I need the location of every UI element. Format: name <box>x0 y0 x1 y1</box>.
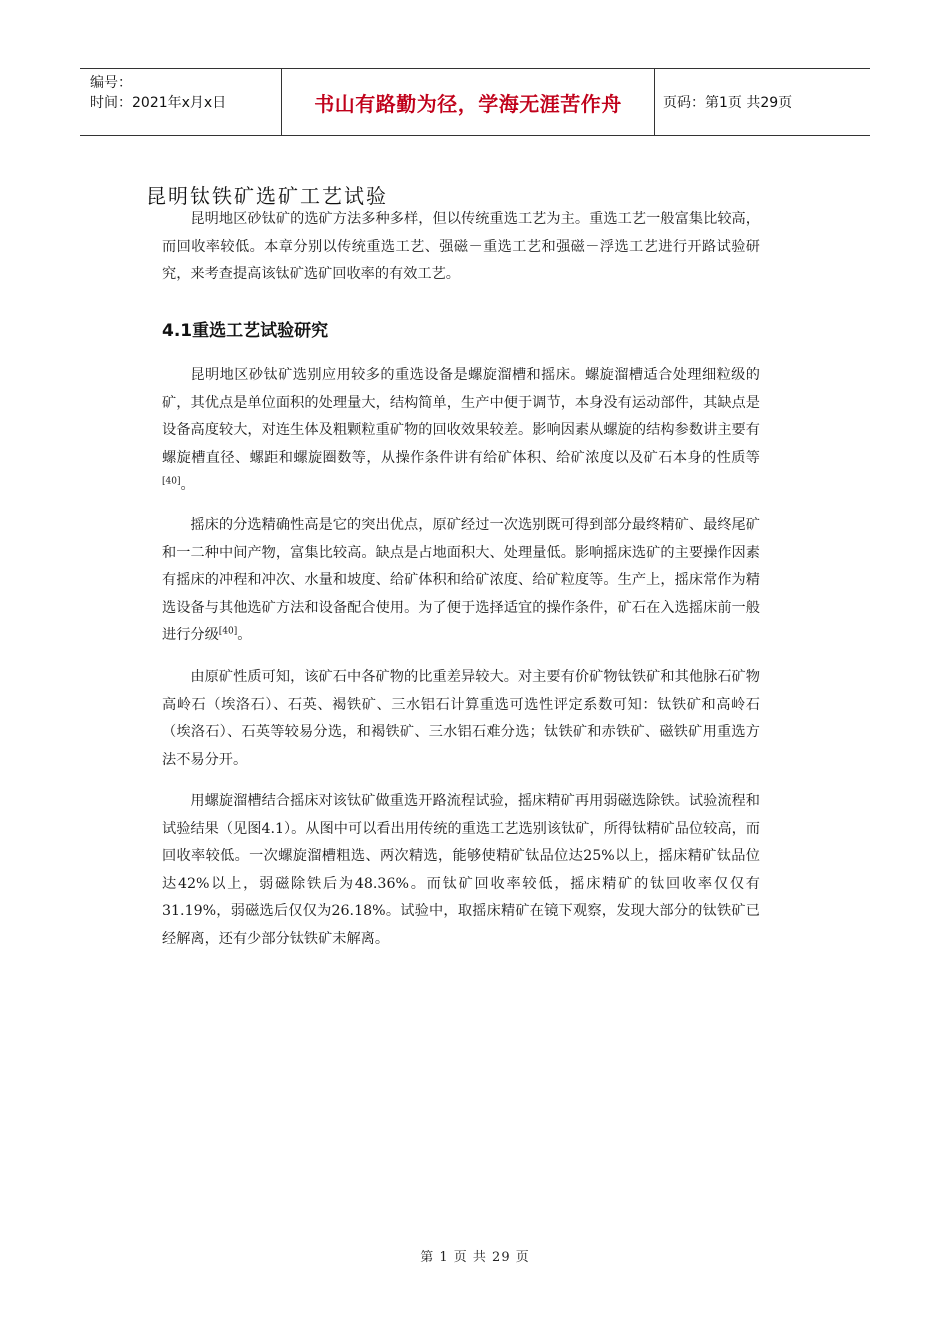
header-motto: 书山有路勤为径，学海无涯苦作舟 <box>281 69 655 135</box>
document-title: 昆明钛铁矿选矿工艺试验 <box>146 184 388 208</box>
page-footer: 第 1 页 共 29 页 <box>420 1250 530 1265</box>
paragraph-4: 用螺旋溜槽结合摇床对该钛矿做重选开路流程试验，摇床精矿再用弱磁选除铁。试验流程和试验结果（见图4.1）。从图中可以看出用传统的重选工艺选别该钛矿，所得钛精矿品位较高，而回收率较低。一次螺旋溜槽粗选、两次精选，能够使精矿钛品位达25%以上，摇床精矿钛品位达42%以上，弱磁除铁后为48.36%。而钛矿回收率较低，摇床精矿的钛回收率仅仅有31.19%，弱磁选后仅仅为26.18%。试验中，取摇床精矿在镜下观察，发现大部分的钛铁矿已经解离，还有少部分钛铁矿未解离。 <box>162 793 760 947</box>
header-number-label: 编号： <box>90 75 132 91</box>
header-date: 时间：2021年x月x日 <box>90 95 227 111</box>
intro-paragraph: 昆明地区砂钛矿的选矿方法多种多样，但以传统重选工艺为主。重选工艺一般富集比较高，而回收率较低。本章分别以传统重选工艺、强磁－重选工艺和强磁－浮选工艺进行开路试验研究，来考查提高该钛矿选矿回收率的有效工艺。 <box>162 211 760 282</box>
paragraph-1 <box>162 362 760 500</box>
paragraph-2-text: 摇床的分选精确性高是它的突出优点，原矿经过一次选别既可得到部分最终精矿、最终尾矿和一二种中间产物，富集比较高。缺点是占地面积大、处理量低。影响摇床选矿的主要操作因素有摇床的冲程和冲次、水量和坡度、给矿体积和给矿浓度、给矿粒度等。生产上，摇床常作为精选设备与其他选矿方法和设备配合使用。为了便于选择适宜的操作条件，矿石在入选摇床前一般进行分级 <box>162 517 760 643</box>
paragraph-2 <box>162 512 760 650</box>
citation-ref: [40] <box>218 626 238 637</box>
citation-ref: [40] <box>162 476 181 487</box>
paragraph-3: 由原矿性质可知，该矿石中各矿物的比重差异较大。对主要有价矿物钛铁矿和其他脉石矿物高岭石（埃洛石）、石英、褐铁矿、三水铝石计算重选可选性评定系数可知：钛铁矿和高岭石（埃洛石）、石英等较易分选，和褐铁矿、三水铝石难分选；钛铁矿和赤铁矿、磁铁矿用重选方法不易分开。 <box>162 669 760 768</box>
section-heading: 4.1重选工艺试验研究 <box>162 321 329 341</box>
paragraph-1-text: 昆明地区砂钛矿选别应用较多的重选设备是螺旋溜槽和摇床。螺旋溜槽适合处理细粒级的矿，其优点是单位面积的处理量大，结构简单，生产中便于调节，本身没有运动部件，其缺点是设备高度较大，对连生体及粗颗粒重矿物的回收效果较差。影响因素从螺旋的结构参数讲主要有螺旋槽直径、螺距和螺旋圈数等，从操作条件讲有给矿体积、给矿浓度以及矿石本身的性质等 <box>162 367 760 466</box>
paragraph-2-end: 。 <box>237 627 252 643</box>
paragraph-1-end: 。 <box>180 477 195 493</box>
header-meta <box>80 69 281 135</box>
page-header <box>80 68 870 136</box>
header-page-info: 页码：第1页 共29页 <box>663 95 793 111</box>
